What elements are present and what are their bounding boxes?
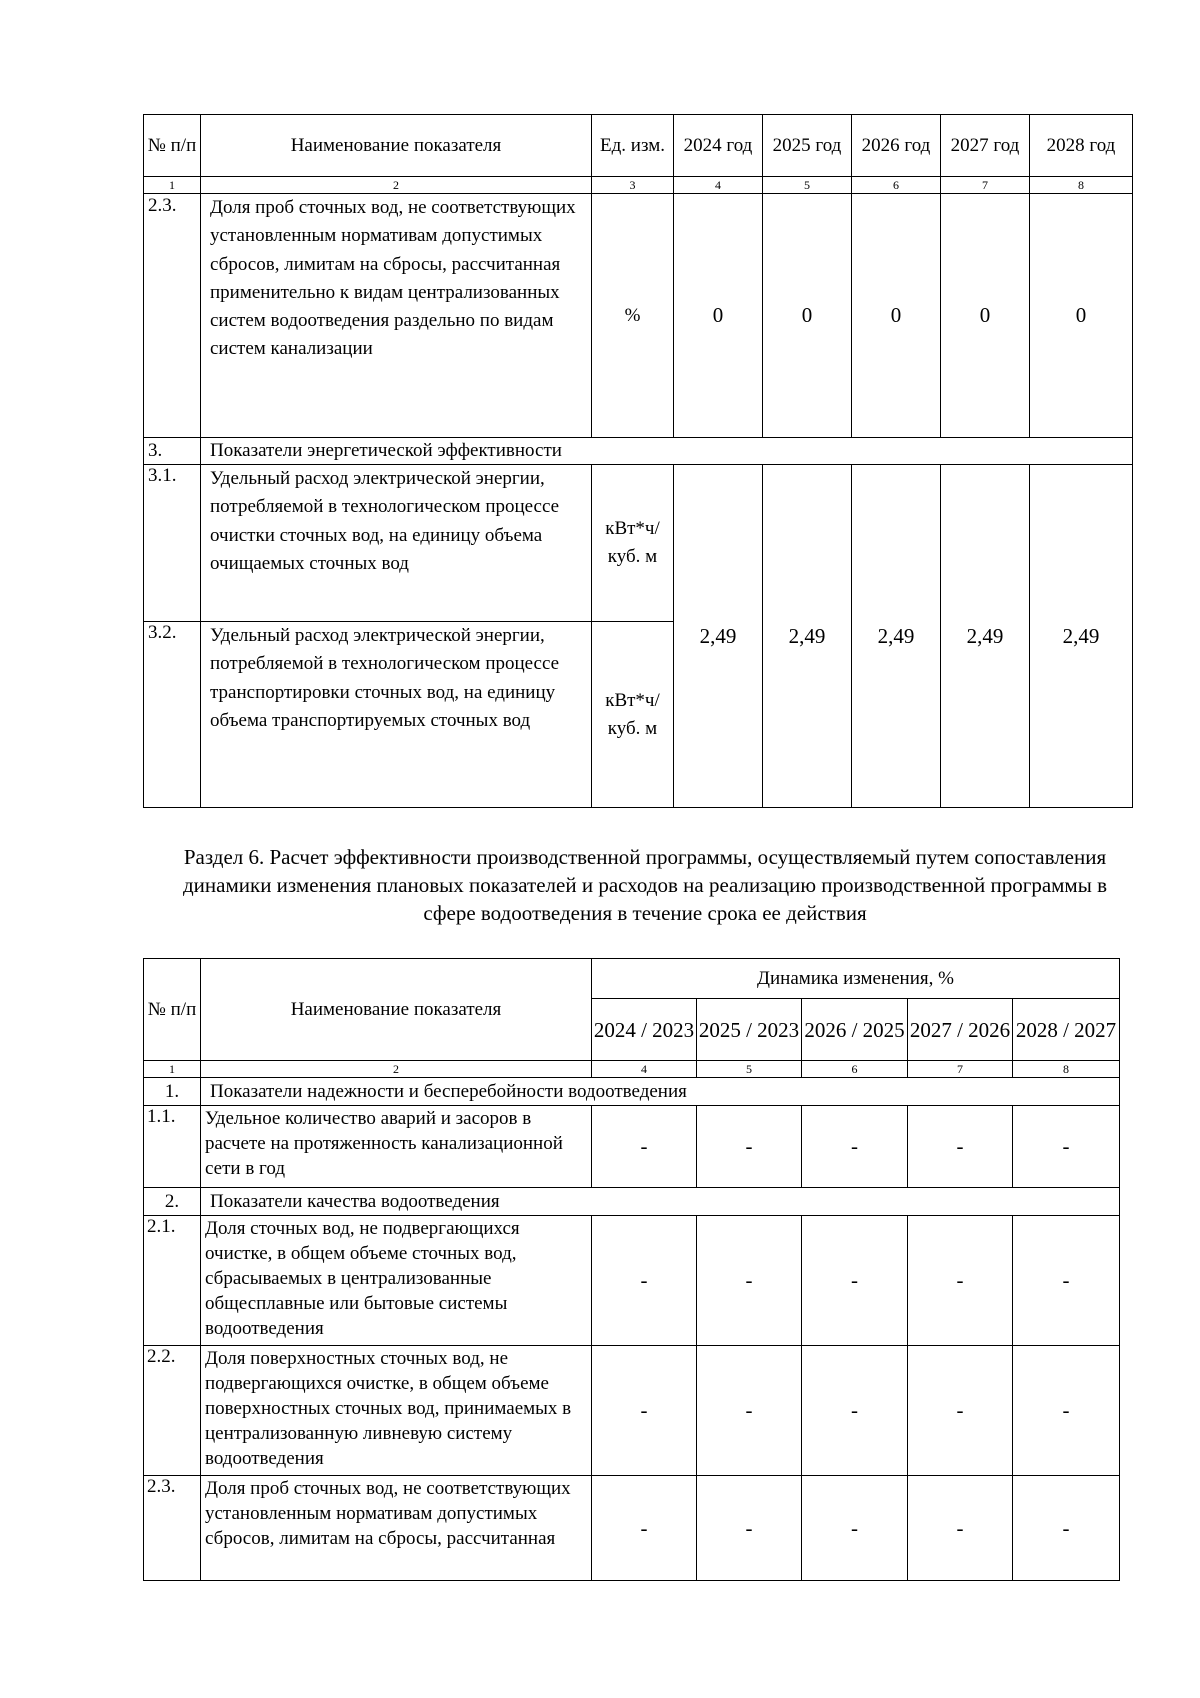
indicator-name: Доля проб сточных вод, не соответствующих установленным нормативам допустимых сбросов, лимитам на сбросы, рассчитанная (201, 1476, 592, 1581)
table-row (144, 1216, 1120, 1346)
indicators-table (143, 114, 1133, 808)
colnum: 3 (592, 177, 674, 194)
indicator-name: Доля проб сточных вод, не соответствующих установленным нормативам допустимых сбросов, лимитам на сбросы, рассчитанная применительно к видам централизованных систем водоотведения раздельно по видам систем канализации (201, 194, 592, 438)
indicator-name: Удельный расход электрической энергии, потребляемой в технологическом процессе транспортировки сточных вод, на единицу объема транспортируемых сточных вод (201, 622, 592, 808)
value-2027: 2,49 (941, 465, 1030, 808)
header-period: 2028 / 2027 (1013, 999, 1120, 1061)
table-row (144, 1346, 1120, 1476)
value: - (908, 1216, 1013, 1346)
indicator-unit: % (592, 194, 674, 438)
value: - (802, 1216, 908, 1346)
section-row (144, 1188, 1120, 1216)
row-number: 2.1. (144, 1216, 201, 1346)
header-period: 2026 / 2025 (802, 999, 908, 1061)
value-2024: 0 (674, 194, 763, 438)
value: - (802, 1106, 908, 1188)
indicator-name: Доля сточных вод, не подвергающихся очистке, в общем объеме сточных вод, сбрасываемых в централизованные общесплавные или бытовые системы водоотведения (201, 1216, 592, 1346)
value: - (697, 1216, 802, 1346)
header-no: № п/п (144, 115, 201, 177)
value-2025: 2,49 (763, 465, 852, 808)
section-number: 2. (144, 1188, 201, 1216)
value-2025: 0 (763, 194, 852, 438)
section-title: Показатели надежности и бесперебойности водоотведения (201, 1078, 1120, 1106)
table-row (144, 465, 1133, 622)
value: - (1013, 1476, 1120, 1581)
table-header-row (144, 959, 1120, 999)
header-year-2024: 2024 год (674, 115, 763, 177)
colnum: 7 (908, 1061, 1013, 1078)
indicator-name: Удельное количество аварий и засоров в расчете на протяженность канализационной сети в год (201, 1106, 592, 1188)
header-name: Наименование показателя (201, 115, 592, 177)
section-title: Показатели качества водоотведения (201, 1188, 1120, 1216)
colnum: 1 (144, 177, 201, 194)
colnum: 7 (941, 177, 1030, 194)
section-number: 3. (144, 438, 201, 465)
value: - (1013, 1106, 1120, 1188)
colnum: 4 (592, 1061, 697, 1078)
header-year-2025: 2025 год (763, 115, 852, 177)
colnum: 5 (697, 1061, 802, 1078)
value: - (697, 1476, 802, 1581)
row-number: 3.2. (144, 622, 201, 808)
colnum: 2 (201, 177, 592, 194)
table-row (144, 1476, 1120, 1581)
row-number: 3.1. (144, 465, 201, 622)
header-year-2028: 2028 год (1030, 115, 1133, 177)
indicator-unit: кВт*ч/ куб. м (592, 622, 674, 808)
header-year-2027: 2027 год (941, 115, 1030, 177)
value-2026: 2,49 (852, 465, 941, 808)
header-year-2026: 2026 год (852, 115, 941, 177)
value: - (802, 1346, 908, 1476)
value: - (592, 1106, 697, 1188)
value: - (1013, 1346, 1120, 1476)
value: - (908, 1476, 1013, 1581)
row-number: 1.1. (144, 1106, 201, 1188)
value: - (908, 1346, 1013, 1476)
value: - (697, 1346, 802, 1476)
value: - (802, 1476, 908, 1581)
colnum: 5 (763, 177, 852, 194)
value-2028: 2,49 (1030, 465, 1133, 808)
table-row (144, 194, 1133, 438)
header-dynamics: Динамика изменения, % (592, 959, 1120, 999)
colnum: 6 (802, 1061, 908, 1078)
table-header-row (144, 115, 1133, 177)
value: - (592, 1216, 697, 1346)
value: - (592, 1476, 697, 1581)
colnum: 2 (201, 1061, 592, 1078)
section-number: 1. (144, 1078, 201, 1106)
row-number: 2.3. (144, 194, 201, 438)
column-numbers-row (144, 177, 1133, 194)
section-row (144, 438, 1133, 465)
header-unit: Ед. изм. (592, 115, 674, 177)
colnum: 4 (674, 177, 763, 194)
section-row (144, 1078, 1120, 1106)
colnum: 8 (1030, 177, 1133, 194)
colnum: 1 (144, 1061, 201, 1078)
header-period: 2025 / 2023 (697, 999, 802, 1061)
header-period: 2024 / 2023 (592, 999, 697, 1061)
table-row (144, 1106, 1120, 1188)
colnum: 6 (852, 177, 941, 194)
value-2026: 0 (852, 194, 941, 438)
value-2027: 0 (941, 194, 1030, 438)
value: - (1013, 1216, 1120, 1346)
row-number: 2.3. (144, 1476, 201, 1581)
indicator-name: Доля поверхностных сточных вод, не подвергающихся очистке, в общем объеме поверхностных сточных вод, принимаемых в централизованную ливневую систему водоотведения (201, 1346, 592, 1476)
header-period: 2027 / 2026 (908, 999, 1013, 1061)
value-2024: 2,49 (674, 465, 763, 808)
value: - (908, 1106, 1013, 1188)
row-number: 2.2. (144, 1346, 201, 1476)
header-name: Наименование показателя (201, 959, 592, 1061)
section-6-heading: Раздел 6. Расчет эффективности производственной программы, осуществляемый путем сопоставления динамики изменения плановых показателей и расходов на реализацию производственной программы в сфере водоотведения в течение срока ее действия (182, 845, 1107, 925)
section-title: Показатели энергетической эффективности (201, 438, 1133, 465)
column-numbers-row (144, 1061, 1120, 1078)
dynamics-table (143, 958, 1120, 1581)
colnum: 8 (1013, 1061, 1120, 1078)
indicator-unit: кВт*ч/ куб. м (592, 465, 674, 622)
value: - (592, 1346, 697, 1476)
value: - (697, 1106, 802, 1188)
header-no: № п/п (144, 959, 201, 1061)
indicator-name: Удельный расход электрической энергии, потребляемой в технологическом процессе очистки сточных вод, на единицу объема очищаемых сточных вод (201, 465, 592, 622)
value-2028: 0 (1030, 194, 1133, 438)
